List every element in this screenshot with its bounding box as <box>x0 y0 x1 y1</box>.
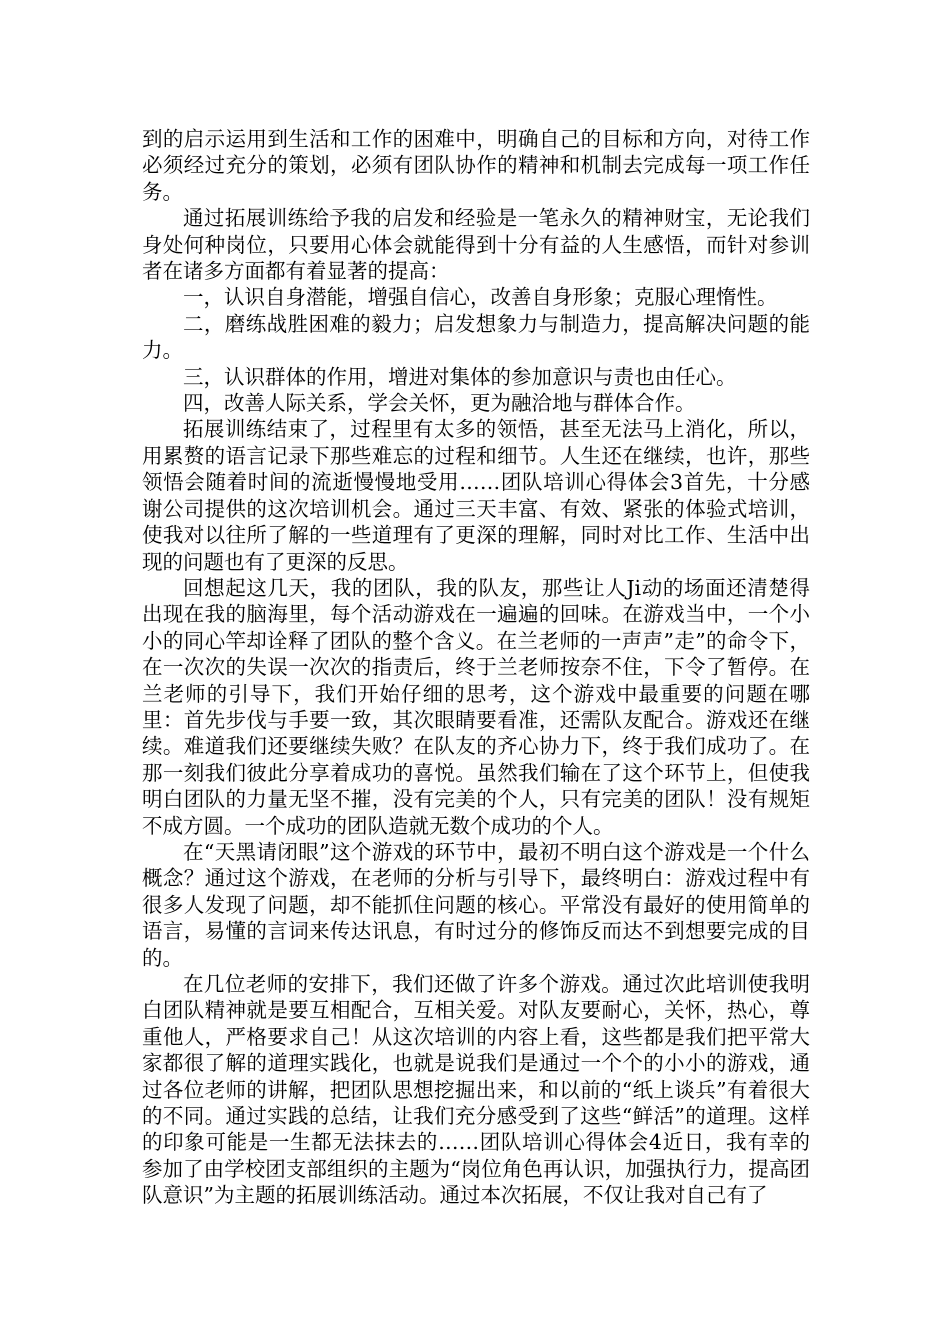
paragraph-point-two: 二，磨练战胜困难的毅力；启发想象力与制造力，提高解决问题的能力。 <box>142 311 810 363</box>
document-page <box>142 126 810 1209</box>
paragraph-training-end: 拓展训练结束了，过程里有太多的领悟，甚至无法马上消化，所以，用累赘的语言记录下那些难忘的过程和细节。人生还在继续，也许，那些领悟会随着时间的流逝慢慢地受用……团队培训心得体会3首先，十分感谢公司提供的这次培训机会。通过三天丰富、有效、紧张的体验式培训，使我对以往所了解的一些道理有了更深的理解，同时对比工作、生活中出现的问题也有了更深的反思。 <box>142 417 810 574</box>
paragraph-insights: 通过拓展训练给予我的启发和经验是一笔永久的精神财宝，无论我们身处何种岗位，只要用心体会就能得到十分有益的人生感悟，而针对参训者在诸多方面都有着显著的提高： <box>142 206 810 284</box>
paragraph-game-werewolf: 在“天黑请闭眼”这个游戏的环节中，最初不明白这个游戏是一个什么概念？通过这个游戏，在老师的分析与引导下，最终明白：游戏过程中有很多人发现了问题，却不能抓住问题的核心。平常没有最好的使用简单的语言，易懂的言词来传达讯息，有时过分的修饰反而达不到想要完成的目的。 <box>142 839 810 970</box>
paragraph-more-games: 在几位老师的安排下，我们还做了许多个游戏。通过次此培训使我明白团队精神就是要互相配合，互相关爱。对队友要耐心，关怀，热心，尊重他人，严格要求自己！从这次培训的内容上看，这些都是我们把平常大家都很了解的道理实践化，也就是说我们是通过一个个的小小的游戏，通过各位老师的讲解，把团队思想挖掘出来，和以前的“纸上谈兵”有着很大的不同。通过实践的总结，让我们充分感受到了这些“鲜活”的道理。这样的印象可能是一生都无法抹去的……团队培训心得体会4近日，我有幸的参加了由学校团支部组织的主题为“岗位角色再认识，加强执行力，提高团队意识”为主题的拓展训练活动。通过本次拓展，不仅让我对自己有了 <box>142 972 810 1208</box>
paragraph-point-three: 三，认识群体的作用，增进对集体的参加意识与责也由任心。 <box>183 364 737 389</box>
paragraph-continuation: 到的启示运用到生活和工作的困难中，明确自己的目标和方向，对待工作必须经过充分的策划，必须有团队协作的精神和机制去完成每一项工作任务。 <box>142 127 810 204</box>
paragraph-point-four: 四，改善人际关系，学会关怀，更为融洽地与群体合作。 <box>183 391 696 416</box>
paragraph-point-one: 一，认识自身潜能，增强自信心，改善自身形象；克服心理惰性。 <box>183 285 778 310</box>
paragraph-recollection: 回想起这几天，我的团队，我的队友，那些让人Ji动的场面还清楚得出现在我的脑海里，每个活动游戏在一遍遍的回味。在游戏当中，一个小小的同心竿却诠释了团队的整个含义。在兰老师的一声声”走”的命令下，在一次次的失误一次次的指责后，终于兰老师按奈不住，下令了暂停。在兰老师的引导下，我们开始仔细的思考，这个游戏中最重要的问题在哪里：首先步伐与手要一致，其次眼睛要看准，还需队友配合。游戏还在继续。难道我们还要继续失败？在队友的齐心协力下，终于我们成功了。在那一刻我们彼此分享着成功的喜悦。虽然我们输在了这个环节上，但使我明白团队的力量无坚不摧，没有完美的个人，只有完美的团队！没有规矩不成方圆。一个成功的团队造就无数个成功的个人。 <box>142 575 810 838</box>
